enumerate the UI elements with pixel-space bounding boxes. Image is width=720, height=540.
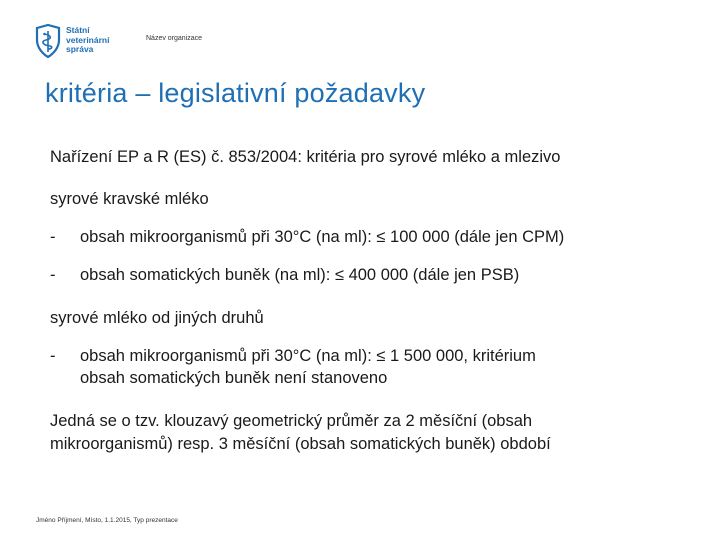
organization-logo bbox=[34, 24, 144, 66]
section-2-bullet bbox=[50, 345, 690, 389]
logo-line-1: Státní bbox=[66, 25, 90, 35]
section-1-bullet-2 bbox=[50, 264, 690, 286]
bullet-dash: - bbox=[50, 228, 56, 246]
bullet-text: obsah mikroorganismů při 30°C (na ml): ≤ 100 000 (dále jen CPM) bbox=[80, 228, 565, 246]
bullet-line-1: obsah mikroorganismů při 30°C (na ml): ≤ 1 500 000, kritérium bbox=[80, 347, 536, 365]
organization-name: Název organizace bbox=[146, 35, 203, 42]
bullet-line-2: obsah somatických buněk není stanoveno bbox=[80, 369, 388, 387]
bullet-text bbox=[80, 345, 536, 389]
bullet-text: obsah somatických buněk (na ml): ≤ 400 000 (dále jen PSB) bbox=[80, 266, 520, 284]
footer-text: Jméno Příjmení, Místo, 1.1.2015, Typ prezentace bbox=[36, 517, 178, 524]
note-line-2: mikroorganismů) resp. 3 měsíční (obsah somatických buněk) období bbox=[50, 435, 551, 453]
note-line-1: Jedná se o tzv. klouzavý geometrický průměr za 2 měsíční (obsah bbox=[50, 412, 533, 430]
bullet-dash: - bbox=[50, 347, 56, 365]
section-2-heading: syrové mléko od jiných druhů bbox=[50, 309, 264, 327]
slide-title: kritéria – legislativní požadavky bbox=[45, 78, 426, 108]
shield-snake-icon bbox=[34, 24, 62, 58]
section-1-heading: syrové kravské mléko bbox=[50, 190, 209, 208]
bullet-dash: - bbox=[50, 266, 56, 284]
logo-line-2: veterinární bbox=[66, 34, 110, 45]
logo-line-3: správa bbox=[66, 44, 94, 54]
regulation-text: Nařízení EP a R (ES) č. 853/2004: kritéria pro syrové mléko a mlezivo bbox=[50, 148, 561, 166]
section-1-bullet-1 bbox=[50, 226, 690, 248]
logo-wordmark bbox=[66, 26, 109, 55]
